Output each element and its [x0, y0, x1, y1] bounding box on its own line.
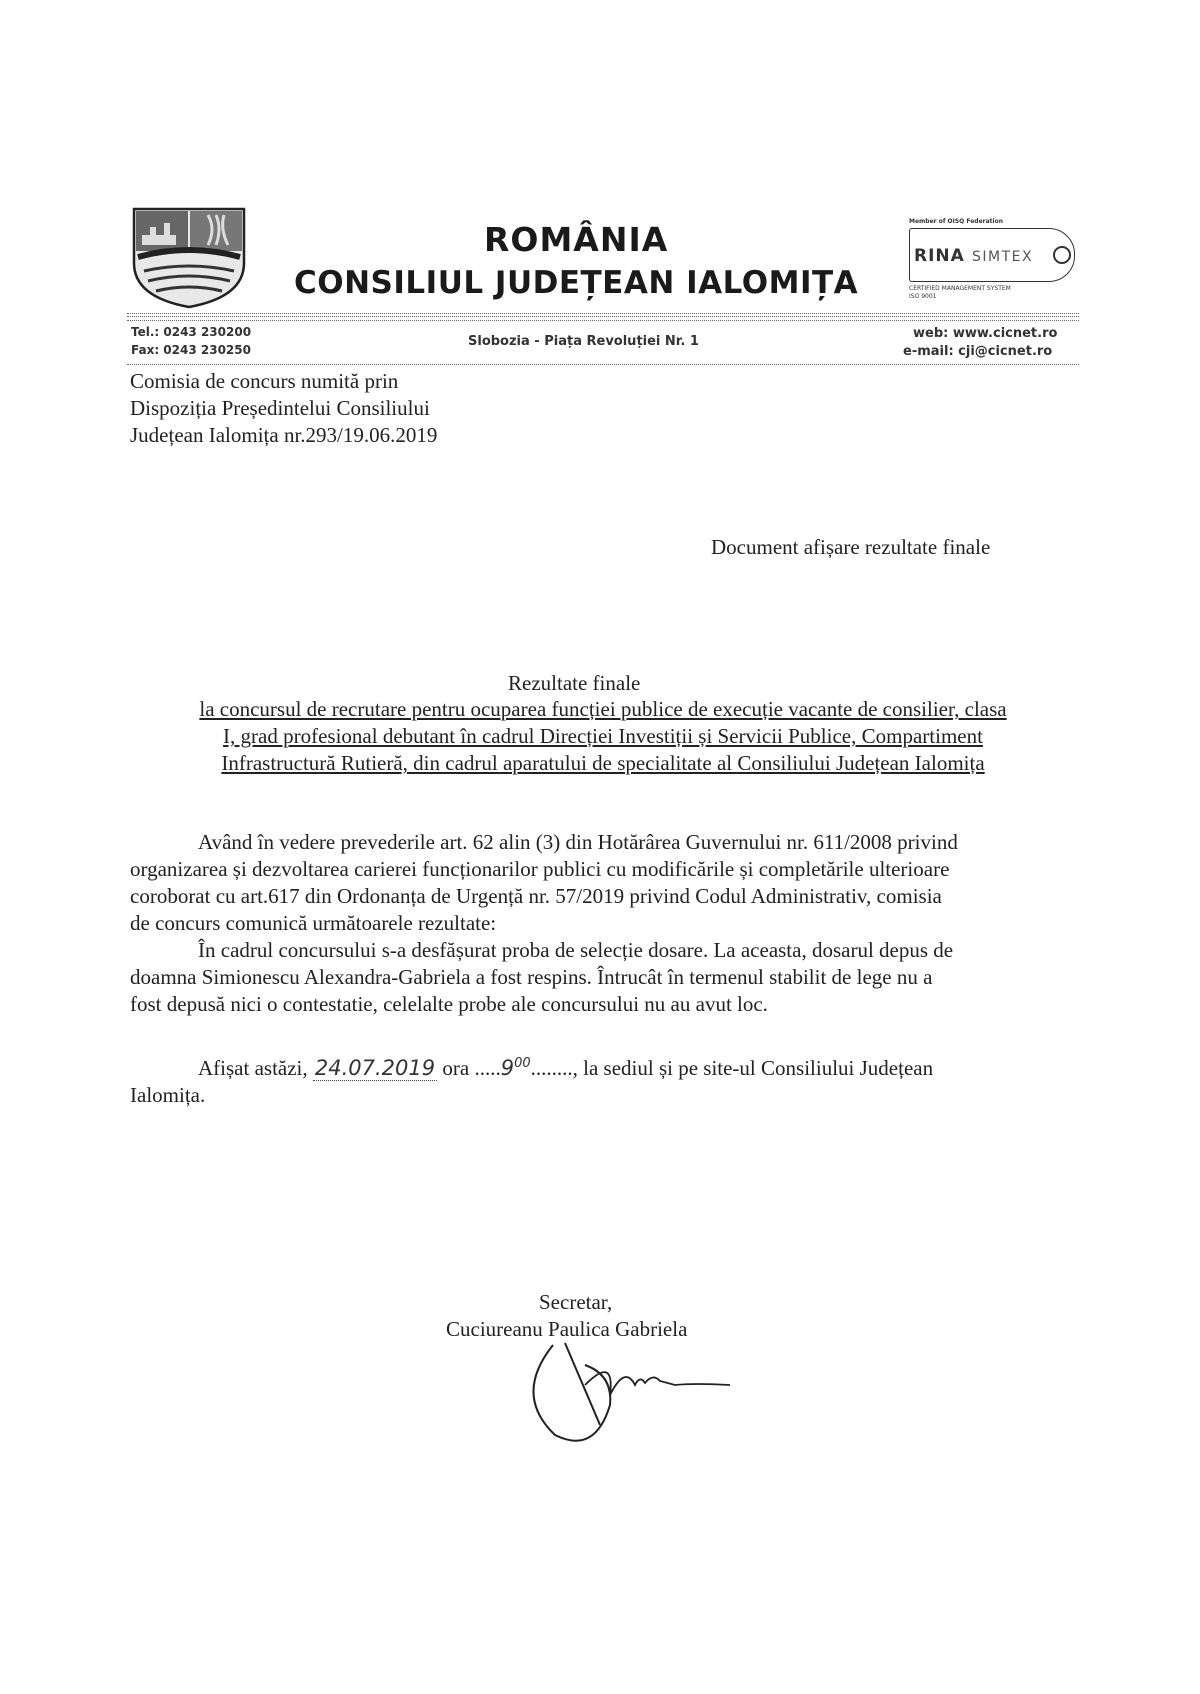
results-subtitle: [130, 696, 1076, 777]
results-subtitle-line: I, grad profesional debutant în cadrul Direcției Investiții și Servicii Publice, Compartiment: [223, 724, 983, 748]
paragraph-line: coroborat cu art.617 din Ordonanța de Urgență nr. 57/2019 privind Codul Administrativ, comisia: [130, 884, 942, 908]
paragraph-line: Având în vedere prevederile art. 62 alin (3) din Hotărârea Guvernului nr. 611/2008 privind: [198, 830, 958, 854]
posting-prefix: Afișat astăzi,: [198, 1056, 313, 1080]
certification-system-text: CERTIFIED MANAGEMENT SYSTEM: [909, 285, 1011, 292]
header-divider-top-2: [127, 316, 1079, 317]
posting-hour-label: ora .....: [437, 1056, 501, 1080]
signatory-role: Secretar,: [539, 1290, 613, 1314]
paragraph-line: În cadrul concursului s-a desfășurat proba de selecție dosare. La aceasta, dosarul depus de: [198, 938, 954, 962]
results-title: Rezultate finale: [508, 671, 641, 695]
posting-suffix: ........, la sediul și pe site-ul Consiliului Județean: [530, 1056, 934, 1080]
certification-member-text: Member of OISQ Federation: [909, 218, 1003, 225]
results-subtitle-line: Infrastructură Rutieră, din cadrul aparatului de specialitate al Consiliului Județean Ialomița: [221, 751, 985, 775]
handwritten-signature: [525, 1335, 735, 1451]
paragraph-line: fost depusă nici o contestatie, celelalte probe ale concursului nu au avut loc.: [130, 992, 768, 1016]
contact-address: Slobozia - Piața Revoluției Nr. 1: [468, 334, 699, 349]
posting-line: [130, 1050, 1076, 1082]
certification-standard-text: ISO 9001: [909, 293, 937, 300]
commission-line: Dispoziția Președintelui Consiliului: [130, 396, 430, 420]
paragraph-results: [130, 937, 1076, 1018]
header-divider-top: [127, 313, 1079, 314]
header-divider-top-3: [127, 320, 1079, 321]
commission-line: Județean Ialomița nr.293/19.06.2019: [130, 423, 438, 447]
handwritten-date: 24.07.2019: [314, 1056, 436, 1080]
commission-reference: [130, 368, 550, 449]
contact-phone: Tel.: 0243 230200: [131, 325, 252, 339]
paragraph-line: doamna Simionescu Alexandra-Gabriela a fost respins. Întrucât în termenul stabilit de lege nu a: [130, 965, 933, 989]
contact-email: e-mail: cji@cicnet.ro: [903, 344, 1053, 359]
posting-line: Ialomița.: [130, 1083, 206, 1107]
header-divider-bottom: [127, 364, 1079, 365]
paragraph-line: organizarea și dezvoltarea carierei funcționarilor publici cu modificările și completările ulterioare: [130, 857, 950, 881]
document-type: Document afișare rezultate finale: [711, 535, 991, 559]
certification-brand: RINA: [914, 246, 965, 266]
header-country: ROMÂNIA: [484, 220, 669, 259]
paragraph-line: de concurs comunică următoarele rezultate:: [130, 911, 497, 935]
handwritten-hour: 9: [500, 1056, 515, 1080]
results-subtitle-line: la concursul de recrutare pentru ocuparea funcției publice de execuție vacante de consilier, clasa: [199, 697, 1007, 721]
commission-line: Comisia de concurs numită prin: [130, 369, 399, 393]
signatory-name: Cuciureanu Paulica Gabriela: [446, 1317, 688, 1341]
handwritten-minutes: 00: [514, 1056, 531, 1071]
paragraph-legal-basis: [130, 829, 1076, 937]
paragraph-posting: [130, 1050, 1076, 1109]
county-coat-of-arms: [130, 205, 248, 310]
contact-web: web: www.cicnet.ro: [913, 326, 1058, 341]
contact-fax: Fax: 0243 230250: [131, 343, 251, 357]
certification-partner: SIMTEX: [972, 249, 1034, 265]
header-council-name: CONSILIUL JUDEȚEAN IALOMIȚA: [294, 265, 859, 301]
certification-badge-icon: [1053, 246, 1071, 264]
